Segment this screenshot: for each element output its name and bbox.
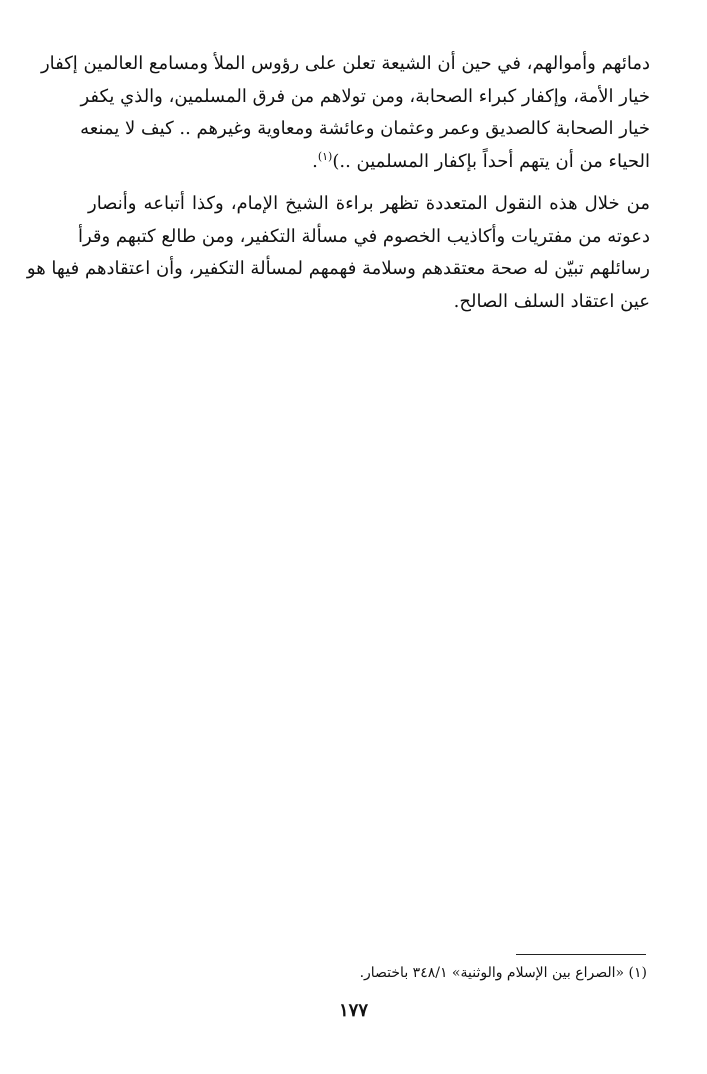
page-number: ١٧٧ bbox=[338, 1000, 368, 1021]
footnote-text: «الصراع بين الإسلام والوثنية» ٣٤٨/١ باختصار. bbox=[359, 965, 625, 981]
text-line-last bbox=[88, 146, 650, 179]
paragraph-2 bbox=[26, 188, 650, 318]
paragraph-1 bbox=[40, 48, 650, 178]
text-line: خيار الصحابة كالصديق وعمر وعثمان وعائشة ومعاوية وغيرهم .. كيف لا يمنعه bbox=[80, 118, 650, 139]
text-line: دمائهم وأموالهم، في حين أن الشيعة تعلن على رؤوس الملأ ومسامع العالمين إكفار bbox=[40, 53, 650, 74]
footnote bbox=[87, 961, 647, 985]
text-line: خيار الأمة، وإكفار كبراء الصحابة، ومن تولاهم من فرق المسلمين، والذي يكفر bbox=[80, 85, 650, 107]
footnote-number: (١) bbox=[628, 965, 647, 981]
text-line-last: عين اعتقاد السلف الصالح. bbox=[453, 290, 650, 312]
body-text bbox=[26, 48, 650, 318]
text-line-content: الحياء من أن يتهم أحداً بإكفار المسلمين ..) bbox=[332, 150, 650, 172]
text-line: من خلال هذه النقول المتعددة تظهر براءة الشيخ الإمام، وكذا أتباعه وأنصار bbox=[88, 193, 650, 214]
text-line: رسائلهم تبيّن له صحة معتقدهم وسلامة فهمهم لمسألة التكفير، وأن اعتقادهم فيها هو bbox=[26, 258, 650, 279]
footnote-divider bbox=[516, 954, 646, 955]
footnote-marker[interactable]: (١) bbox=[317, 149, 333, 163]
text-line: دعوته من مفتريات وأكاذيب الخصوم في مسألة التكفير، ومن طالع كتبهم وقرأ bbox=[77, 225, 650, 247]
sentence-end: . bbox=[312, 150, 318, 172]
